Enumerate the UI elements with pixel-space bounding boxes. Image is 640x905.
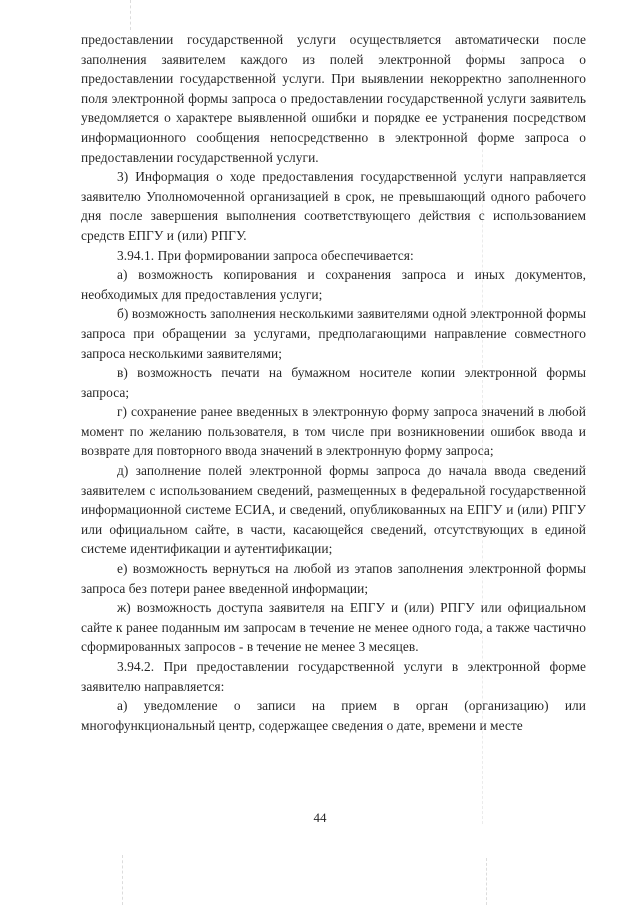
paragraph: б) возможность заполнения несколькими заявителями одной электронной формы запроса при обращении за услугами, предполагающими направление совместного запроса несколькими заявителями; <box>81 306 586 361</box>
paragraph: 3.94.1. При формировании запроса обеспечивается: <box>117 247 414 263</box>
paragraph: 3) Информация о ходе предоставления государственной услуги направляется заявителю Уполномоченной организацией в срок, не превышающий одного рабочего дня после завершения выполнения соответствующего действия с использованием средств ЕПГУ и (или) РПГУ. <box>81 169 586 243</box>
scan-artifact-line <box>122 855 123 905</box>
paragraph: д) заполнение полей электронной формы запроса до начала ввода сведений заявителем с использованием сведений, размещенных в федеральной государственной информационной системе ЕСИА, и сведений, опубликованных на ЕПГУ и (или) РПГУ или официальном сайте, в части, касающейся сведений, отсутствующих в единой системе идентификации и аутентификации; <box>81 463 586 557</box>
paragraph: г) сохранение ранее введенных в электронную форму запроса значений в любой момент по желанию пользователя, в том числе при возникновении ошибок ввода и возврате для повторного ввода значений в электронную форму запроса; <box>81 404 586 459</box>
paragraph: а) уведомление о записи на прием в орган (организацию) или многофункциональный центр, содержащее сведения о дате, времени и месте <box>81 698 586 733</box>
paragraph: 3.94.2. При предоставлении государственной услуги в электронной форме заявителю направляется: <box>81 659 586 694</box>
paragraph: ж) возможность доступа заявителя на ЕПГУ и (или) РПГУ или официальном сайте к ранее поданным им запросам в течение не менее одного года, а также частично сформированных запросов - в течение не менее 3 месяцев. <box>81 600 586 655</box>
paragraph: в) возможность печати на бумажном носителе копии электронной формы запроса; <box>81 365 586 400</box>
page-number: 44 <box>313 810 327 825</box>
scan-artifact-line <box>130 0 131 30</box>
scan-artifact-line <box>486 858 487 905</box>
paragraph: предоставлении государственной услуги осуществляется автоматически после заполнения заявителем каждого из полей электронной формы запроса о предоставлении государственной услуги. При выявлении некорректно заполненного поля электронной формы запроса о предоставлении государственной услуги заявитель уведомляется о характере выявленной ошибки и порядке ее устранения посредством информационного сообщения непосредственно в электронной форме запроса о предоставлении государственной услуги. <box>81 32 586 165</box>
paragraph: е) возможность вернуться на любой из этапов заполнения электронной формы запроса без потери ранее введенной информации; <box>81 561 586 596</box>
paragraph: а) возможность копирования и сохранения запроса и иных документов, необходимых для предоставления услуги; <box>81 267 586 302</box>
document-body <box>81 30 586 735</box>
